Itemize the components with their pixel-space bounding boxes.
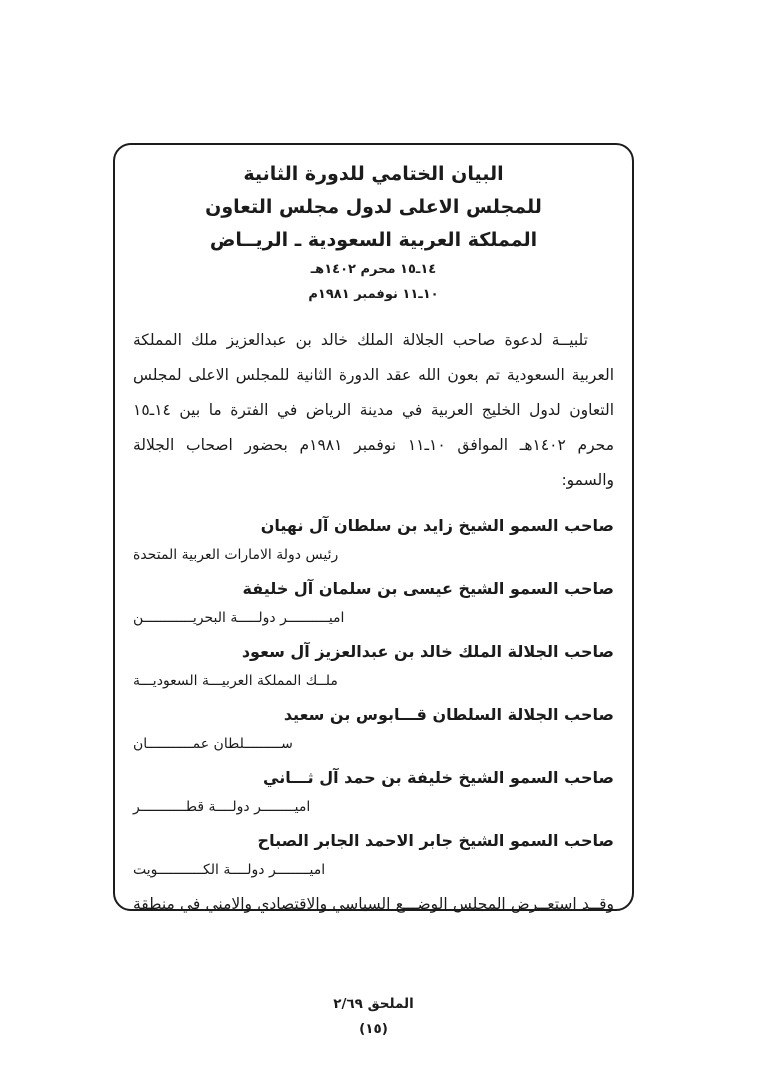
attendee-title: ملــك المملكة العربيـــة السعوديـــة <box>133 672 338 689</box>
attendee-title: اميــــــــر دولــــة الكـــــــــــويت <box>133 861 326 878</box>
page-footer <box>113 995 634 1038</box>
annex-reference: الملحق ٢/٦٩ <box>333 996 414 1012</box>
document-title-line-3: المملكة العربية السعودية ـ الريــاض <box>209 229 538 251</box>
page-number: (١٥) <box>359 1021 388 1037</box>
opening-paragraph: تلبيــة لدعوة صاحب الجلالة الملك خالد بن عبدالعزيز ملك المملكة العربية السعودية تم بعون الله عقد الدورة الثانية للمجلس الاعلى لمجلس التعاون لدول الخليج العربية في مدينة الرياض في الفترة ما بين ١٤ـ١٥ محرم ١٤٠٢هـ الموافق ١٠ـ١١ نوفمبر ١٩٨١م بحضور اصحاب الجلالة والسمو: <box>133 331 614 489</box>
attendees-list <box>133 514 614 881</box>
document-header <box>133 158 614 307</box>
attendee-name: صاحب السمو الشيخ عيسى بن سلمان آل خليفة <box>242 578 614 598</box>
closing-paragraph: وقــد استعــرض المجلس الوضـــع السياسي والاقتصادي والامني في منطقة <box>133 894 614 913</box>
document-title-line-1: البيان الختامي للدورة الثانية <box>243 163 504 185</box>
hijri-date: ١٤ـ١٥ محرم ١٤٠٢هـ <box>310 262 437 277</box>
attendee-name: صاحب الجلالة السلطان قـــابوس بن سعيد <box>283 704 614 724</box>
attendee-name: صاحب السمو الشيخ زايد بن سلطان آل نهيان <box>260 515 614 535</box>
attendee-name: صاحب الجلالة الملك خالد بن عبدالعزيز آل سعود <box>241 641 614 661</box>
attendee-entry <box>133 640 614 692</box>
attendee-title: رئيس دولة الامارات العربية المتحدة <box>133 546 339 563</box>
attendee-entry <box>133 577 614 629</box>
attendee-entry <box>133 514 614 566</box>
attendee-entry <box>133 829 614 881</box>
attendee-name: صاحب السمو الشيخ جابر الاحمد الجابر الصباح <box>257 830 614 850</box>
attendee-title: اميــــــــــر دولـــــة البحريــــــــــــن <box>133 609 345 626</box>
attendee-title: اميــــــــر دولــــة قطـــــــــــر <box>133 798 311 815</box>
gregorian-date: ١٠ـ١١ نوفمبر ١٩٨١م <box>308 287 439 302</box>
attendee-entry <box>133 766 614 818</box>
attendee-name: صاحب السمو الشيخ خليفة بن حمد آل ثـــاني <box>263 767 614 787</box>
document-border-frame <box>113 143 634 911</box>
document-title-line-2: للمجلس الاعلى لدول مجلس التعاون <box>205 196 542 218</box>
attendee-entry <box>133 703 614 755</box>
attendee-title: ســـــــــلطان عمـــــــــــان <box>133 735 293 752</box>
